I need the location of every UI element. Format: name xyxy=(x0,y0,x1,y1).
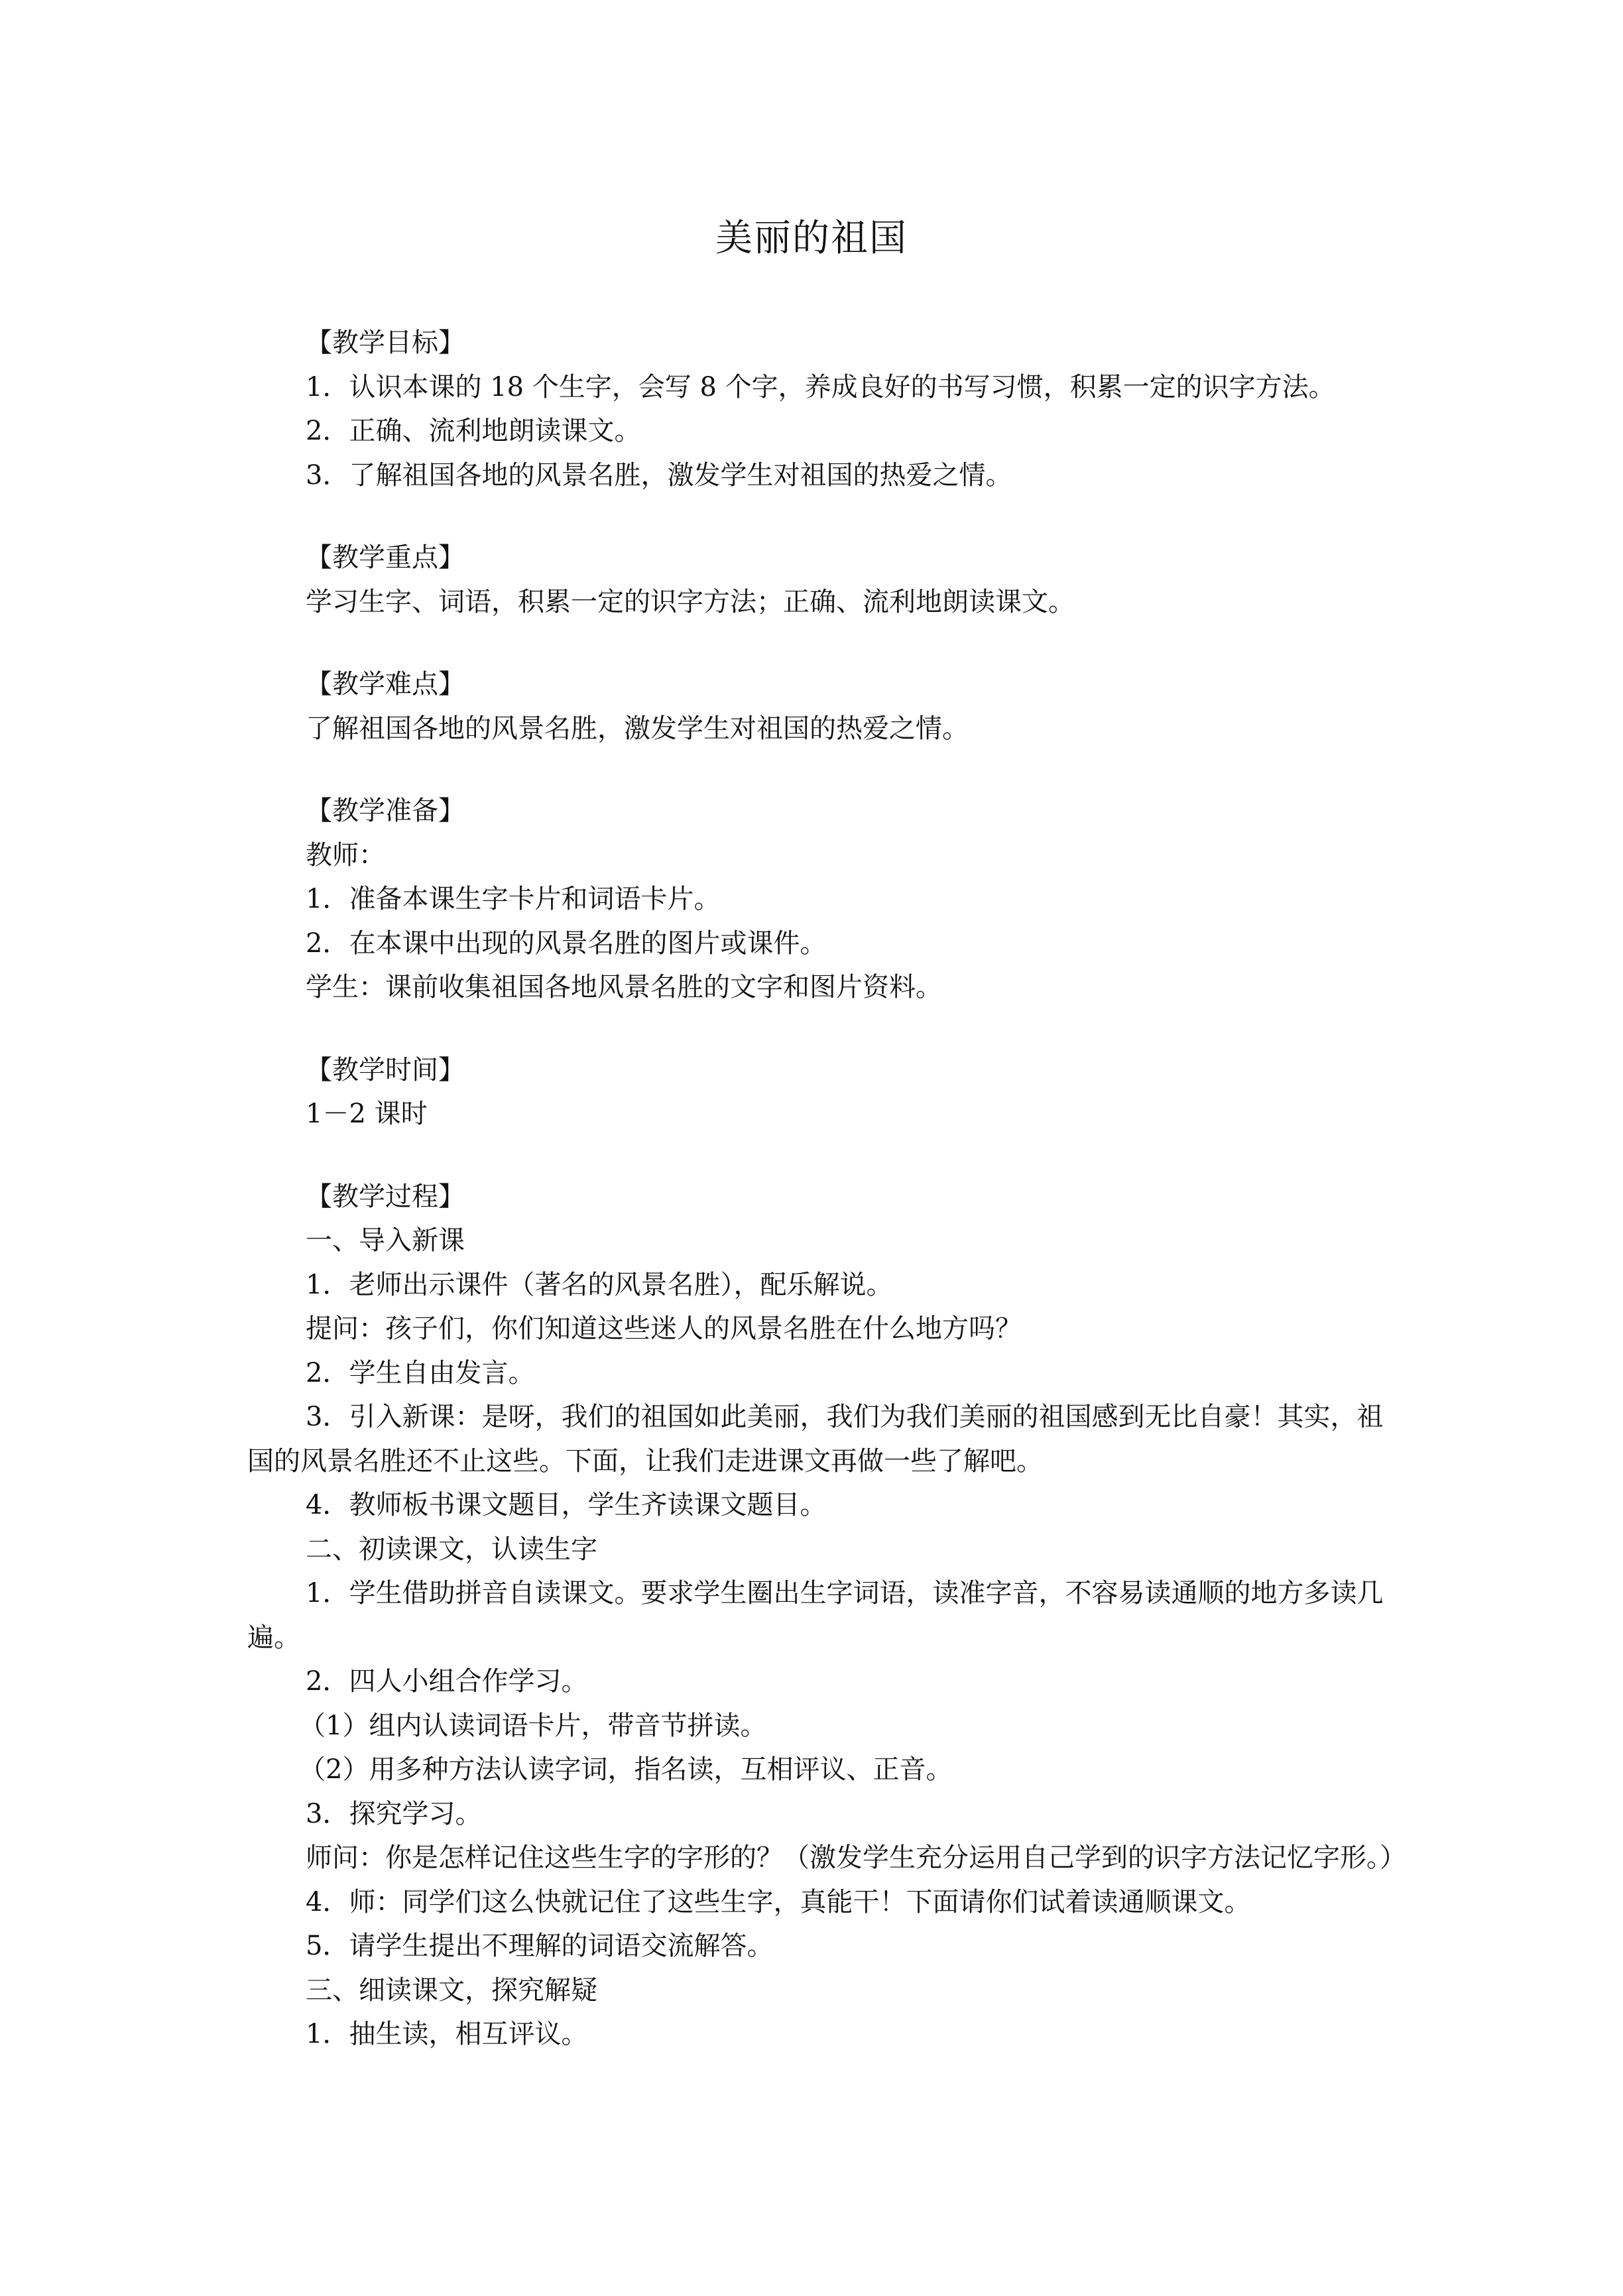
document-body xyxy=(247,321,1406,2057)
preparation-teacher-item: 2．在本课中出现的风景名胜的图片或课件。 xyxy=(306,928,827,959)
goals-item: 3．了解祖国各地的风景名胜，激发学生对祖国的热爱之情。 xyxy=(306,459,1012,491)
process-line: 1．老师出示课件（著名的风景名胜），配乐解说。 xyxy=(306,1269,893,1300)
process-line: 2．四人小组合作学习。 xyxy=(306,1666,588,1697)
goals-heading: 【教学目标】 xyxy=(306,328,465,358)
process-line: 提问：孩子们，你们知道这些迷人的风景名胜在什么地方吗？ xyxy=(306,1313,1022,1344)
process-line: 1．抽生读，相互评议。 xyxy=(306,2019,588,2049)
preparation-teacher-item: 1．准备本课生字卡片和词语卡片。 xyxy=(306,884,721,914)
key-points-heading: 【教学重点】 xyxy=(306,542,465,573)
preparation-teacher-label: 教师： xyxy=(306,839,385,871)
process-part3-title: 三、细读课文，探究解疑 xyxy=(306,1974,597,2006)
key-points-text: 学习生字、词语，积累一定的识字方法；正确、流利地朗读课文。 xyxy=(306,586,1075,617)
process-line: 3．探究学习。 xyxy=(306,1798,482,1829)
process-part2-title: 二、初读课文，认读生字 xyxy=(306,1534,597,1565)
goals-item: 2．正确、流利地朗读课文。 xyxy=(306,416,641,446)
goals-item: 1．认识本课的 18 个生字，会写 8 个字，养成良好的书写习惯，积累一定的识字方法。 xyxy=(306,371,1335,402)
process-paragraph: 3．引入新课：是呀，我们的祖国如此美丽，我们为我们美丽的祖国感到无比自豪！其实，祖国的风景名胜还不止这些。下面，让我们走进课文再做一些了解吧。 xyxy=(247,1402,1384,1477)
preparation-heading: 【教学准备】 xyxy=(306,796,465,826)
process-paragraph: 1．学生借助拼音自读课文。要求学生圈出生字词语，读准字音，不容易读通顺的地方多读几遍。 xyxy=(247,1578,1384,1653)
time-heading: 【教学时间】 xyxy=(306,1054,465,1085)
process-paragraph: 师问：你是怎样记住这些生字的字形的？（激发学生充分运用自己学到的识字方法记忆字形。） xyxy=(306,1843,1406,1873)
process-line: 4．师：同学们这么快就记住了这些生字，真能干！下面请你们试着读通顺课文。 xyxy=(306,1886,1251,1917)
process-line: 5．请学生提出不理解的词语交流解答。 xyxy=(306,1931,774,1961)
process-line: 2．学生自由发言。 xyxy=(306,1357,535,1388)
document-title: 美丽的祖国 xyxy=(715,217,908,260)
preparation-student: 学生：课前收集祖国各地风景名胜的文字和图片资料。 xyxy=(306,972,942,1002)
process-line: （2）用多种方法认读字词，指名读，互相评议、正音。 xyxy=(299,1754,953,1785)
difficulties-text: 了解祖国各地的风景名胜，激发学生对祖国的热爱之情。 xyxy=(306,713,969,744)
time-text: 1－2 课时 xyxy=(306,1099,428,1129)
process-line: 4．教师板书课文题目，学生齐读课文题目。 xyxy=(306,1490,827,1520)
process-heading: 【教学过程】 xyxy=(306,1181,465,1212)
process-line: （1）组内认读词语卡片，带音节拼读。 xyxy=(299,1710,767,1741)
process-part1-title: 一、导入新课 xyxy=(306,1225,465,1256)
difficulties-heading: 【教学难点】 xyxy=(306,669,465,699)
